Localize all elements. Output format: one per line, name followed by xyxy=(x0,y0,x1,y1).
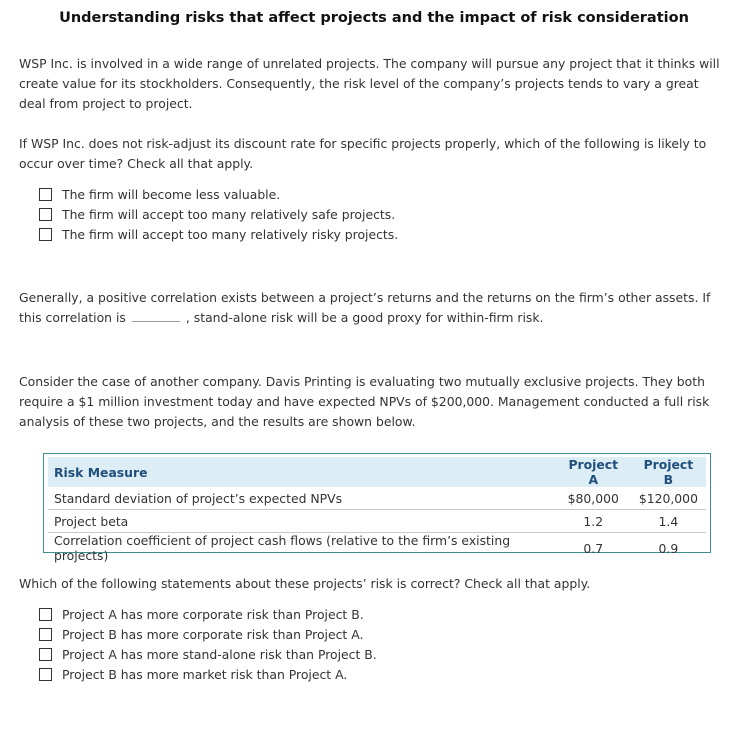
question-3-option[interactable] xyxy=(39,664,377,684)
table-row xyxy=(48,533,706,564)
option-label: Project A has more stand-alone risk than Project B. xyxy=(62,646,377,662)
page-title: Understanding risks that affect projects and the impact of risk consideration xyxy=(59,10,689,26)
question-3-options xyxy=(39,604,377,684)
checkbox[interactable] xyxy=(39,608,52,621)
project-b-cell: $120,000 xyxy=(638,490,698,506)
correlation-answer-blank[interactable] xyxy=(132,309,180,322)
risk-measure-cell: Correlation coefficient of project cash flows (relative to the firm’s existing projects) xyxy=(54,533,511,563)
table-row xyxy=(48,487,706,510)
question-1-option[interactable] xyxy=(39,184,398,204)
project-b-cell: 0.9 xyxy=(658,540,679,556)
checkbox[interactable] xyxy=(39,228,52,241)
option-label: The firm will accept too many relatively risky projects. xyxy=(62,226,399,242)
option-label: Project B has more market risk than Project A. xyxy=(62,666,348,682)
checkbox[interactable] xyxy=(39,648,52,661)
header-risk-measure: Risk Measure xyxy=(54,464,148,480)
risk-measure-cell: Project beta xyxy=(54,513,129,529)
table-header-row xyxy=(48,457,706,487)
question-1-option[interactable] xyxy=(39,224,398,244)
option-label: Project B has more corporate risk than Project A. xyxy=(62,626,364,642)
project-a-cell: 0.7 xyxy=(583,540,604,556)
question-3-option[interactable] xyxy=(39,644,377,664)
question-1-option[interactable] xyxy=(39,204,398,224)
option-label: The firm will accept too many relatively safe projects. xyxy=(62,206,396,222)
risk-table xyxy=(43,453,711,563)
question-1-options xyxy=(39,184,398,244)
question-2-prompt xyxy=(19,288,729,328)
project-a-cell: 1.2 xyxy=(583,513,604,529)
intro-paragraph: WSP Inc. is involved in a wide range of unrelated projects. The company will pursue any project that it thinks will create value for its stockholders. Consequently, the risk level of the company’s projects tends to vary a great deal from project to project. xyxy=(19,56,720,111)
case-paragraph: Consider the case of another company. Davis Printing is evaluating two mutually exclusive projects. They both require a $1 million investment today and have expected NPVs of $200,000. Management conducted a full risk analysis of these two projects, and the results are shown below. xyxy=(19,374,710,429)
question-1-prompt: If WSP Inc. does not risk-adjust its discount rate for specific projects properly, which of the following is likely to occur over time? Check all that apply. xyxy=(19,136,707,171)
question-2-text-before: Generally, a positive correlation exists between a project’s returns and the returns on the firm’s other assets. If this correlation is xyxy=(19,290,711,325)
question-3-option[interactable] xyxy=(39,604,377,624)
checkbox[interactable] xyxy=(39,208,52,221)
question-3-prompt: Which of the following statements about these projects’ risk is correct? Check all that apply. xyxy=(19,576,591,591)
project-a-cell: $80,000 xyxy=(567,490,619,506)
table-row xyxy=(48,510,706,533)
question-3-option[interactable] xyxy=(39,624,377,644)
question-2-text-after: , stand-alone risk will be a good proxy for within-firm risk. xyxy=(185,310,544,325)
project-b-cell: 1.4 xyxy=(658,513,679,529)
option-label: Project A has more corporate risk than Project B. xyxy=(62,606,364,622)
header-project-b: Project B xyxy=(643,457,694,487)
option-label: The firm will become less valuable. xyxy=(62,186,281,202)
risk-measure-cell: Standard deviation of project’s expected NPVs xyxy=(54,490,343,506)
checkbox[interactable] xyxy=(39,668,52,681)
header-project-a: Project A xyxy=(568,457,619,487)
checkbox[interactable] xyxy=(39,628,52,641)
checkbox[interactable] xyxy=(39,188,52,201)
